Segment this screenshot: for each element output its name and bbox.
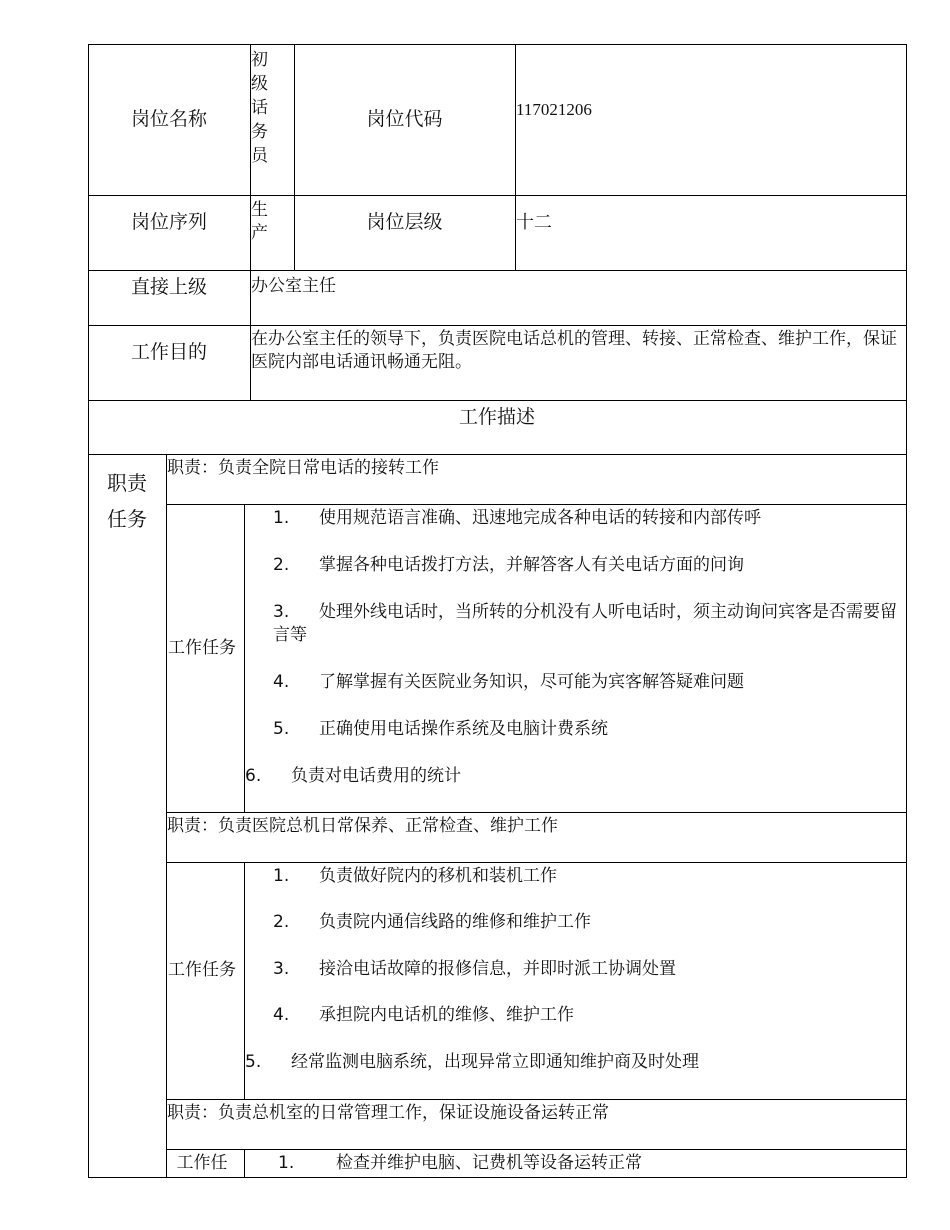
post-level-label: 岗位层级 bbox=[366, 211, 443, 233]
description-title: 工作描述 bbox=[458, 405, 535, 428]
superior-value: 办公室主任 bbox=[251, 276, 336, 296]
item-text: 接洽电话故障的报修信息，并即时派工协调处置 bbox=[319, 959, 676, 979]
duty-title: 职责：负责医院总机日常保养、正常检查、维护工作 bbox=[167, 816, 558, 836]
purpose-label: 工作目的 bbox=[130, 340, 207, 363]
item-text: 负责对电话费用的统计 bbox=[291, 766, 461, 786]
list-item bbox=[245, 1051, 895, 1074]
item-text: 了解掌握有关医院业务知识，尽可能为宾客解答疑难问题 bbox=[319, 672, 744, 692]
task-label: 工作任 bbox=[176, 1152, 228, 1173]
item-number: 3. bbox=[273, 602, 290, 622]
task-label: 工作任务 bbox=[168, 638, 236, 658]
item-number: 6. bbox=[245, 766, 262, 786]
post-series-value: 生产 bbox=[251, 200, 268, 243]
post-code-label: 岗位代码 bbox=[366, 108, 443, 130]
duty-title: 职责：负责全院日常电话的接转工作 bbox=[167, 458, 439, 478]
list-item bbox=[245, 765, 895, 788]
list-item bbox=[273, 958, 898, 981]
item-text: 承担院内电话机的维修、维护工作 bbox=[319, 1005, 574, 1025]
list-item bbox=[278, 1152, 898, 1175]
post-name-value: 初级话务员 bbox=[251, 50, 268, 166]
item-text: 检查并维护电脑、记费机等设备运转正常 bbox=[336, 1153, 642, 1173]
list-item bbox=[273, 718, 898, 741]
duty-title: 职责：负责总机室的日常管理工作，保证设施设备运转正常 bbox=[167, 1103, 609, 1123]
item-number: 4. bbox=[273, 1005, 290, 1025]
list-item bbox=[273, 865, 898, 888]
item-text: 使用规范语言准确、迅速地完成各种电话的转接和内部传呼 bbox=[319, 508, 761, 528]
item-number: 3. bbox=[273, 959, 290, 979]
post-name-label: 岗位名称 bbox=[130, 108, 207, 130]
item-text: 处理外线电话时，当所转的分机没有人听电话时，须主动询问宾客是否需要留言等 bbox=[273, 602, 897, 645]
item-text: 负责做好院内的移机和装机工作 bbox=[319, 866, 557, 886]
item-text: 经常监测电脑系统，出现异常立即通知维护商及时处理 bbox=[291, 1052, 699, 1072]
item-number: 2. bbox=[273, 912, 290, 932]
list-item bbox=[273, 601, 903, 647]
duties-label: 职责任务 bbox=[107, 471, 147, 531]
post-level-value: 十二 bbox=[516, 212, 552, 233]
item-number: 1. bbox=[273, 508, 290, 528]
item-text: 掌握各种电话拨打方法，并解答客人有关电话方面的问询 bbox=[319, 555, 744, 575]
item-text: 负责院内通信线路的维修和维护工作 bbox=[319, 912, 591, 932]
task-label: 工作任务 bbox=[168, 960, 236, 980]
item-number: 2. bbox=[273, 555, 290, 575]
item-number: 1. bbox=[273, 866, 290, 886]
list-item bbox=[273, 507, 898, 530]
item-text: 正确使用电话操作系统及电脑计费系统 bbox=[319, 719, 608, 739]
list-item bbox=[273, 1004, 898, 1027]
item-number: 4. bbox=[273, 672, 290, 692]
list-item bbox=[273, 671, 898, 694]
item-number: 5. bbox=[245, 1052, 262, 1072]
superior-label: 直接上级 bbox=[130, 275, 207, 298]
post-code-value: 117021206 bbox=[516, 100, 592, 119]
item-number: 1. bbox=[278, 1153, 295, 1173]
item-number: 5. bbox=[273, 719, 290, 739]
list-item bbox=[273, 554, 898, 577]
list-item bbox=[273, 911, 898, 934]
purpose-value: 在办公室主任的领导下，负责医院电话总机的管理、转接、正常检查、维护工作，保证医院内部电话通讯畅通无阻。 bbox=[251, 329, 897, 372]
post-series-label: 岗位序列 bbox=[130, 211, 207, 233]
